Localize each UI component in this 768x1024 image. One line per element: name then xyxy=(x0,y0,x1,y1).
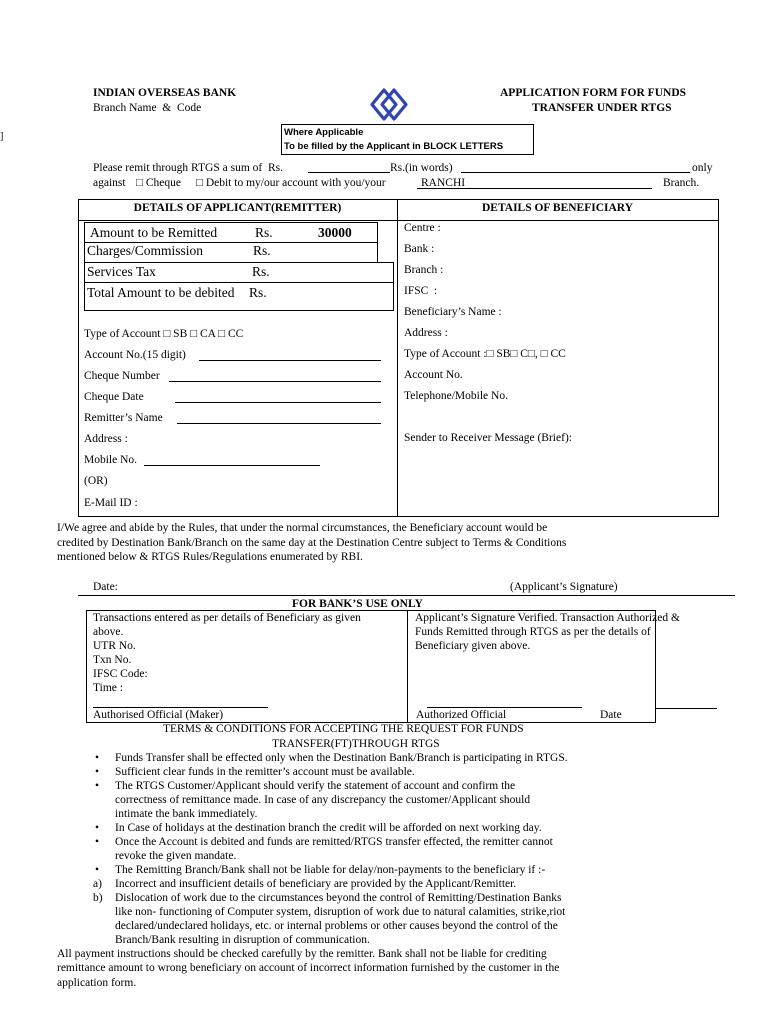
bank-label: Bank : xyxy=(404,243,435,255)
charges-currency: Rs. xyxy=(253,243,271,258)
terms-marker-b: b) xyxy=(93,892,103,904)
applicant-heading: DETAILS OF APPLICANT(REMITTER) xyxy=(133,202,342,214)
terms-heading-line-2: TRANSFER(FT)THROUGH RTGS xyxy=(272,738,440,750)
sender-message-label: Sender to Receiver Message (Brief): xyxy=(404,432,572,444)
terms-bullet: • xyxy=(95,752,100,764)
cheque-number-label: Cheque Number xyxy=(84,370,160,382)
closing-line: remittance amount to wrong beneficiary on account of incorrect information furnished by the customer in the xyxy=(57,962,560,974)
notice-line-2: To be filled by the Applicant in BLOCK LETTERS xyxy=(284,141,504,152)
account-no-underline xyxy=(199,360,381,361)
amount-remitted-value: 30000 xyxy=(318,225,352,240)
or-label: (OR) xyxy=(84,475,108,487)
closing-line: application form. xyxy=(57,977,137,989)
terms-bullet: • xyxy=(95,780,100,792)
total-debited-currency: Rs. xyxy=(249,285,267,300)
terms-bullet: • xyxy=(95,822,100,834)
ifsc-label: IFSC : xyxy=(404,285,438,297)
date-label: Date: xyxy=(93,581,118,593)
bank-use-heading: FOR BANK’S USE ONLY xyxy=(292,598,423,610)
bank-use-left-line: Transactions entered as per details of Beneficiary as given xyxy=(93,612,361,624)
branch-name-code-label: Branch Name & Code xyxy=(93,102,202,114)
date-signature-line xyxy=(655,708,717,709)
terms-item-line: Dislocation of work due to the circumstances beyond the control of Remitting/Destination Banks xyxy=(115,892,562,904)
applicant-account-type: Type of Account □ SB □ CA □ CC xyxy=(84,328,244,340)
bank-logo-icon xyxy=(369,87,409,122)
table-divider xyxy=(397,199,398,517)
branch-city: RANCHI xyxy=(421,177,466,189)
bank-name: INDIAN OVERSEAS BANK xyxy=(93,87,237,99)
amount-figures-underline xyxy=(308,172,390,173)
branch-suffix: Branch. xyxy=(663,177,700,189)
beneficiary-phone-label: Telephone/Mobile No. xyxy=(404,390,508,402)
remit-sum-label: Please remit through RTGS a sum of Rs. xyxy=(93,162,284,174)
maker-label: Authorised Official (Maker) xyxy=(93,709,224,721)
branch-label: Branch : xyxy=(404,264,444,276)
email-label: E-Mail ID : xyxy=(84,497,138,509)
amount-words-label: Rs.(in words) xyxy=(390,162,453,174)
mobile-underline xyxy=(144,465,320,466)
closing-line: All payment instructions should be checked carefully by the remitter. Bank shall not be liable for crediting xyxy=(57,948,547,960)
terms-item-line: correctness of remittance made. In case of any discrepancy the customer/Applicant should xyxy=(115,794,531,806)
mobile-label: Mobile No. xyxy=(84,454,138,466)
terms-item-line: The Remitting Branch/Bank shall not be liable for delay/non-payments to the beneficiary if :- xyxy=(115,864,546,876)
bank-use-right-line: Applicant’s Signature Verified. Transaction Authorized & xyxy=(415,612,680,624)
margin-mark: ] xyxy=(0,131,4,142)
terms-item-line: Sufficient clear funds in the remitter’s account must be available. xyxy=(115,766,415,778)
beneficiary-account-no-label: Account No. xyxy=(404,369,463,381)
beneficiary-address-label: Address : xyxy=(404,327,448,339)
txn-no-label: Txn No. xyxy=(93,654,132,666)
amount-remitted-label: Amount to be Remitted xyxy=(90,225,218,240)
against-label: against xyxy=(93,177,126,189)
beneficiary-heading: DETAILS OF BENEFICIARY xyxy=(481,202,634,214)
charges-label: Charges/Commission xyxy=(87,243,204,258)
terms-item-line: declared/undeclared holidays, etc. or internal problems or other causes beyond the control of the xyxy=(115,920,558,932)
cheque-option: □ Cheque xyxy=(136,177,181,189)
terms-item-line: Funds Transfer shall be effected only when the Destination Bank/Branch is participating in RTGS. xyxy=(115,752,568,764)
bank-use-right-line: Beneficiary given above. xyxy=(415,640,531,652)
bank-use-left-line: above. xyxy=(93,626,124,638)
table-header-rule xyxy=(78,220,719,221)
remitter-name-label: Remitter’s Name xyxy=(84,412,163,424)
terms-heading-line-1: TERMS & CONDITIONS FOR ACCEPTING THE REQUEST FOR FUNDS xyxy=(163,723,524,735)
centre-label: Centre : xyxy=(404,222,441,234)
authorized-official-label: Authorized Official xyxy=(416,709,507,721)
debit-option: □ Debit to my/our account with you/your xyxy=(196,177,386,189)
terms-bullet: • xyxy=(95,864,100,876)
terms-marker-a: a) xyxy=(93,878,102,890)
declaration-line: credited by Destination Bank/Branch on the same day at the Destination Centre subject to Terms & Conditions xyxy=(57,537,567,549)
form-title-line-1: APPLICATION FORM FOR FUNDS xyxy=(500,87,687,99)
amount-remitted-currency: Rs. xyxy=(255,225,273,240)
terms-item-line: The RTGS Customer/Applicant should verify the statement of account and confirm the xyxy=(115,780,516,792)
terms-bullet: • xyxy=(95,766,100,778)
cheque-number-underline xyxy=(169,381,381,382)
cheque-date-underline xyxy=(175,402,381,403)
terms-item-line: revoke the given mandate. xyxy=(115,850,237,862)
bank-use-right-line: Funds Remitted through RTGS as per the details of xyxy=(415,626,651,638)
amount-words-underline xyxy=(461,172,690,173)
block-letters-notice xyxy=(281,124,534,155)
terms-item-line: intimate the bank immediately. xyxy=(115,808,258,820)
total-debited-label: Total Amount to be debited xyxy=(87,285,235,300)
authorized-date-label: Date xyxy=(600,709,622,721)
terms-item-line: like non- functioning of Computer system, disruption of work due to natural calamities, strike,riot xyxy=(115,906,566,918)
applicant-account-no-label: Account No.(15 digit) xyxy=(84,349,186,361)
beneficiary-account-type: Type of Account :□ SB□ C□, □ CC xyxy=(404,348,566,360)
terms-item-line: In Case of holidays at the destination branch the credit will be afforded on next working day. xyxy=(115,822,542,834)
ifsc-code-label: IFSC Code: xyxy=(93,668,148,680)
terms-item-line: Incorrect and insufficient details of beneficiary are provided by the Applicant/Remitter. xyxy=(115,878,517,890)
utr-no-label: UTR No. xyxy=(93,640,136,652)
time-label: Time : xyxy=(93,682,123,694)
terms-item-line: Once the Account is debited and funds are remitted/RTGS transfer effected, the remitter cannot xyxy=(115,836,553,848)
applicant-signature-label: (Applicant’s Signature) xyxy=(510,581,618,593)
terms-item-line: Branch/Bank resulting in disruption of communication. xyxy=(115,934,370,946)
beneficiary-name-label: Beneficiary’s Name : xyxy=(404,306,502,318)
applicant-address-label: Address : xyxy=(84,433,128,445)
cheque-date-label: Cheque Date xyxy=(84,391,144,403)
remitter-name-underline xyxy=(177,423,381,424)
services-tax-label: Services Tax xyxy=(87,264,156,279)
form-title-line-2: TRANSFER UNDER RTGS xyxy=(532,102,672,114)
declaration-line: mentioned below & RTGS Rules/Regulations enumerated by RBI. xyxy=(57,551,363,563)
bank-use-divider xyxy=(407,610,408,723)
notice-line-1: Where Applicable xyxy=(284,127,364,138)
services-tax-currency: Rs. xyxy=(252,264,270,279)
signature-rule xyxy=(78,595,735,596)
only-label: only xyxy=(692,162,713,174)
terms-bullet: • xyxy=(95,836,100,848)
declaration-line: I/We agree and abide by the Rules, that under the normal circumstances, the Beneficiary account would be xyxy=(57,522,548,534)
